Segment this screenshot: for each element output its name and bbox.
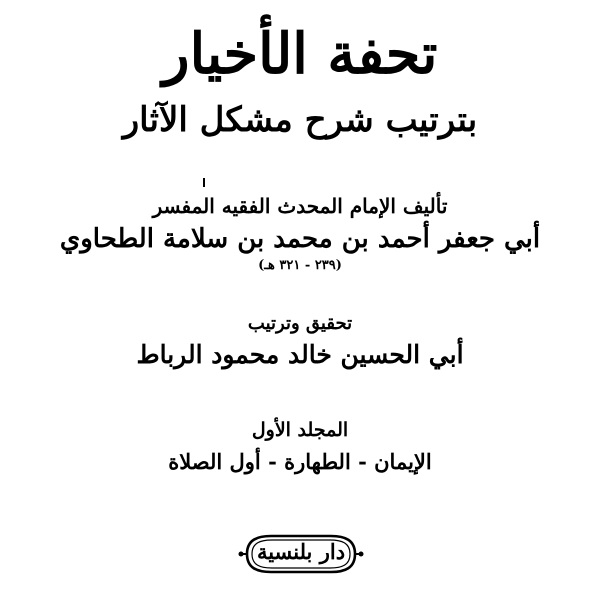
editor-role: تحقيق وترتيب (247, 313, 353, 334)
volume-contents: الإيمان - الطهارة - أول الصلاة (168, 449, 432, 474)
author-role: تأليف الإمام المحدث الفقيه المفسر (152, 194, 448, 218)
book-title: تحفة الأخيار (162, 21, 438, 87)
author-dates: (٢٣٩ - ٣٢١ هـ) (258, 258, 342, 273)
editor-name: أبي الحسين خالد محمود الرباط (136, 340, 464, 369)
author-name: أبي جعفر أحمد بن محمد بن سلامة الطحاوي (59, 224, 541, 254)
publisher-name: دار بلنسية (256, 539, 346, 564)
decorative-mark (203, 178, 205, 187)
publisher-logo (237, 531, 365, 577)
volume-label: المجلد الأول (251, 419, 349, 441)
book-subtitle: بترتيب شرح مشكل الآثار (122, 100, 478, 140)
